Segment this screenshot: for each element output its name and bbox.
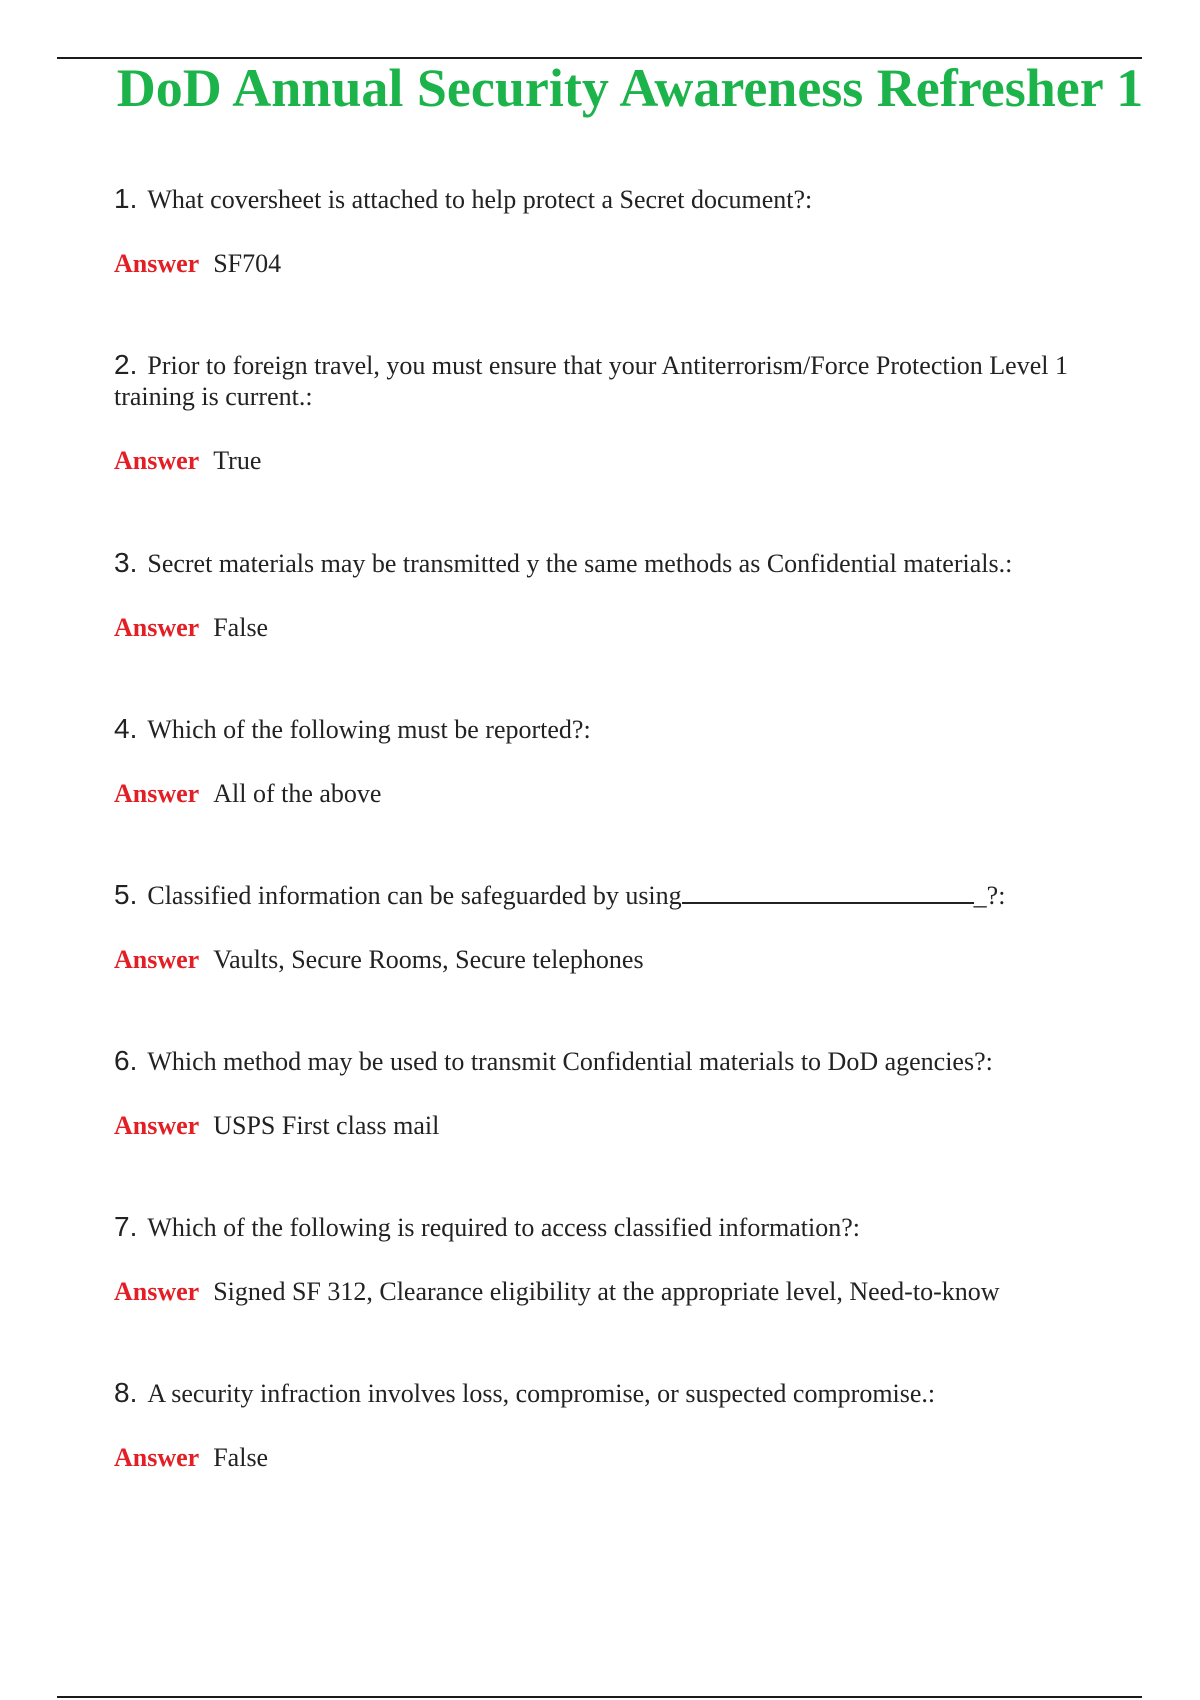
question-text: Which method may be used to transmit Confidential materials to DoD agencies?: xyxy=(147,1047,993,1076)
question-number: 1. xyxy=(114,183,138,214)
answer-1 xyxy=(114,248,812,279)
question-number: 8. xyxy=(114,1377,138,1408)
answer-text: True xyxy=(213,446,262,475)
answer-label: Answer xyxy=(114,945,200,974)
answer-text: SF704 xyxy=(213,249,282,278)
question-1 xyxy=(114,183,812,215)
bottom-divider xyxy=(57,1696,1142,1698)
answer-text: All of the above xyxy=(213,779,382,808)
question-number: 2. xyxy=(114,349,138,380)
answer-text: False xyxy=(213,1443,269,1472)
answer-label: Answer xyxy=(114,613,200,642)
answer-5 xyxy=(114,944,1005,975)
answer-text: USPS First class mail xyxy=(213,1111,440,1140)
question-text: Which of the following is required to access classified information?: xyxy=(147,1213,860,1242)
question-text: Which of the following must be reported?: xyxy=(147,715,591,744)
question-text: Prior to foreign travel, you must ensure that your Antiterrorism/Force Protection Level 1 training is current.: xyxy=(114,351,1068,411)
document-title: DoD Annual Security Awareness Refresher 1 xyxy=(116,58,1144,118)
question-text: Secret materials may be transmitted y the same methods as Confidential materials.: xyxy=(147,549,1013,578)
answer-label: Answer xyxy=(114,249,200,278)
answer-label: Answer xyxy=(114,446,200,475)
answer-text: Signed SF 312, Clearance eligibility at the appropriate level, Need-to-know xyxy=(213,1277,1000,1306)
answer-text: Vaults, Secure Rooms, Secure telephones xyxy=(213,945,644,974)
question-number: 7. xyxy=(114,1211,138,1242)
answer-label: Answer xyxy=(114,1111,200,1140)
fill-in-blank xyxy=(682,880,974,904)
answer-3 xyxy=(114,612,1012,643)
question-item-5 xyxy=(114,879,1005,975)
answer-text: False xyxy=(213,613,269,642)
question-5 xyxy=(114,879,1005,911)
question-6 xyxy=(114,1045,993,1077)
answer-8 xyxy=(114,1442,935,1473)
question-text: What coversheet is attached to help protect a Secret document?: xyxy=(147,185,813,214)
answer-4 xyxy=(114,778,591,809)
question-number: 6. xyxy=(114,1045,138,1076)
answer-label: Answer xyxy=(114,1443,200,1472)
answer-6 xyxy=(114,1110,993,1141)
answer-7 xyxy=(114,1276,1000,1307)
question-text: Classified information can be safeguarded by using xyxy=(147,881,682,910)
question-item-7 xyxy=(114,1211,1000,1307)
question-number: 4. xyxy=(114,713,138,744)
question-number: 5. xyxy=(114,879,138,910)
question-8 xyxy=(114,1377,935,1409)
question-text-suffix: _?: xyxy=(973,881,1006,910)
question-3 xyxy=(114,547,1012,579)
question-item-8 xyxy=(114,1377,935,1473)
question-4 xyxy=(114,713,591,745)
question-number: 3. xyxy=(114,547,138,578)
question-item-2 xyxy=(114,349,1124,476)
question-item-3 xyxy=(114,547,1012,643)
question-text: A security infraction involves loss, compromise, or suspected compromise.: xyxy=(147,1379,936,1408)
question-item-1 xyxy=(114,183,812,279)
answer-2 xyxy=(114,445,1124,476)
question-7 xyxy=(114,1211,1000,1243)
question-2 xyxy=(114,349,1124,412)
question-item-4 xyxy=(114,713,591,809)
answer-label: Answer xyxy=(114,779,200,808)
question-item-6 xyxy=(114,1045,993,1141)
answer-label: Answer xyxy=(114,1277,200,1306)
